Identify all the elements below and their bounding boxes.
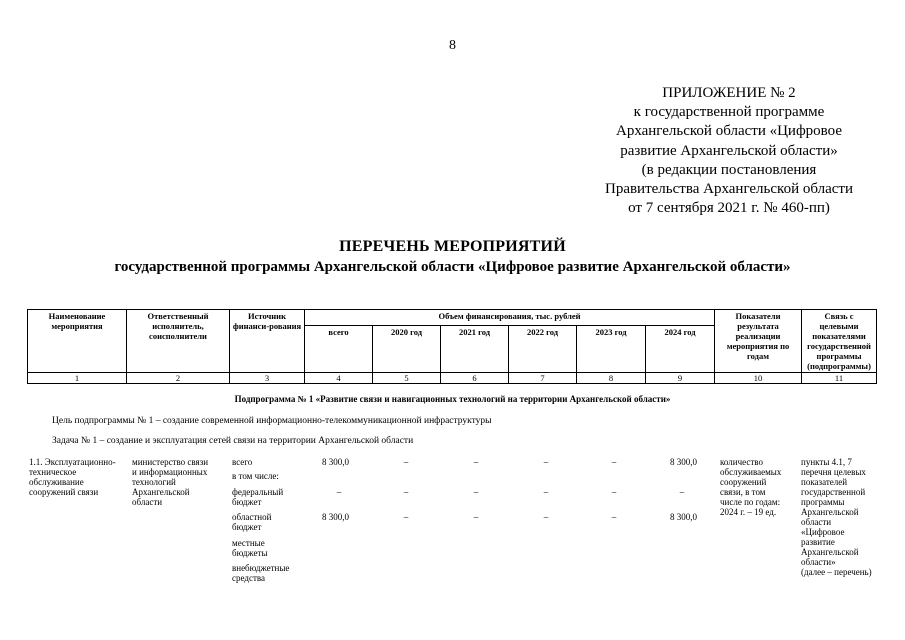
- column-number: 9: [646, 373, 715, 384]
- value-federal-2021: –: [473, 487, 479, 497]
- column-number: 2: [127, 373, 230, 384]
- measure-name-line: 1.1. Эксплуатационно-: [29, 457, 116, 467]
- column-number: 5: [373, 373, 441, 384]
- link-line: развитие: [801, 537, 835, 547]
- source-local: местные: [232, 538, 265, 548]
- value-regional-2022: –: [543, 512, 549, 522]
- executor-line: области: [132, 497, 163, 507]
- indicator-line: сооружений: [720, 477, 767, 487]
- link-line: показателей: [801, 477, 848, 487]
- measure-name-line: техническое: [29, 467, 77, 477]
- value-total-all: 8 300,0: [322, 457, 349, 467]
- header-2020: 2020 год: [373, 326, 441, 373]
- link-line: Архангельской: [801, 507, 859, 517]
- column-number: 11: [802, 373, 877, 384]
- header-volume: Объем финансирования, тыс. рублей: [305, 310, 715, 326]
- appendix-line: развитие Архангельской области»: [620, 142, 838, 159]
- subprogram-task: Задача № 1 – создание и эксплуатация сетей связи на территории Архангельской области: [52, 436, 414, 446]
- source-total: всего: [232, 457, 253, 467]
- link-line: перечня целевых: [801, 467, 866, 477]
- value-total-2022: –: [543, 457, 549, 467]
- column-number: 8: [577, 373, 646, 384]
- measure-link: [801, 457, 891, 577]
- column-number: 10: [715, 373, 802, 384]
- appendix-line: Архангельской области «Цифровое: [615, 123, 842, 140]
- measures-table-header: [27, 309, 877, 384]
- document-title: ПЕРЕЧЕНЬ МЕРОПРИЯТИЙ: [339, 238, 566, 255]
- measure-executor: [132, 457, 232, 507]
- header-2024: 2024 год: [646, 326, 715, 373]
- header-executor: Ответственный исполнитель, соисполнители: [127, 310, 230, 373]
- source-federal: федеральный: [232, 487, 284, 497]
- header-2023: 2023 год: [577, 326, 646, 373]
- source-extra: внебюджетные: [232, 563, 290, 573]
- link-line: «Цифровое: [801, 527, 845, 537]
- column-number: 4: [305, 373, 373, 384]
- indicator-line: 2024 г. – 19 ед.: [720, 507, 777, 517]
- subprogram-heading: Подпрограмма № 1 «Развитие связи и навигационных технологий на территории Архангельской области»: [234, 394, 671, 404]
- value-regional-all: 8 300,0: [322, 512, 349, 522]
- source-including: в том числе:: [232, 471, 279, 481]
- appendix-line: от 7 сентября 2021 г. № 460-пп): [628, 200, 830, 217]
- indicator-line: связи, в том: [720, 487, 766, 497]
- header-link: Связь с целевыми показателями государственной программы (подпрограммы): [802, 310, 877, 373]
- link-line: (далее – перечень): [801, 567, 872, 577]
- measure-indicators: [720, 457, 800, 517]
- appendix-line: к государственной программе: [633, 104, 825, 121]
- header-2022: 2022 год: [509, 326, 577, 373]
- page-number: 8: [449, 38, 456, 53]
- subprogram-goal: Цель подпрограммы № 1 – создание современной информационно-телекоммуникационной инфраструктуры: [52, 416, 492, 426]
- value-regional-2020: –: [403, 512, 409, 522]
- measure-name: [29, 457, 127, 497]
- value-federal-2022: –: [543, 487, 549, 497]
- value-federal-2024: –: [679, 487, 685, 497]
- source-regional-2: бюджет: [232, 522, 262, 532]
- header-total: всего: [305, 326, 373, 373]
- executor-line: министерство связи: [132, 457, 209, 467]
- executor-line: и информационных: [132, 467, 208, 477]
- source-regional: областной: [232, 512, 272, 522]
- value-regional-2023: –: [611, 512, 617, 522]
- value-federal-all: –: [336, 487, 342, 497]
- source-local-2: бюджеты: [232, 548, 268, 558]
- value-regional-2021: –: [473, 512, 479, 522]
- source-federal-2: бюджет: [232, 497, 262, 507]
- source-extra-2: средства: [232, 573, 266, 583]
- executor-line: технологий: [132, 477, 176, 487]
- appendix-block: [584, 84, 874, 218]
- link-line: Архангельской: [801, 547, 859, 557]
- value-federal-2023: –: [611, 487, 617, 497]
- link-line: области: [801, 517, 832, 527]
- measure-name-line: сооружений связи: [29, 487, 99, 497]
- value-total-2021: –: [473, 457, 479, 467]
- executor-line: Архангельской: [132, 487, 190, 497]
- link-line: пункты 4.1, 7: [801, 457, 852, 467]
- indicator-line: обслуживаемых: [720, 467, 782, 477]
- measure-name-line: обслуживание: [29, 477, 84, 487]
- header-2021: 2021 год: [441, 326, 509, 373]
- header-indicators: Показатели результата реализации мероприятия по годам: [715, 310, 802, 373]
- value-total-2020: –: [403, 457, 409, 467]
- column-number: 3: [230, 373, 305, 384]
- appendix-line: ПРИЛОЖЕНИЕ № 2: [662, 85, 796, 101]
- header-name: Наименование мероприятия: [28, 310, 127, 373]
- link-line: программы: [801, 497, 845, 507]
- value-federal-2020: –: [403, 487, 409, 497]
- document-subtitle: государственной программы Архангельской области «Цифровое развитие Архангельской области»: [114, 259, 791, 275]
- indicator-line: количество: [720, 457, 763, 467]
- header-source: Источник финанси-рования: [230, 310, 305, 373]
- column-number: 7: [509, 373, 577, 384]
- appendix-line: (в редакции постановления: [641, 161, 817, 178]
- column-number: 6: [441, 373, 509, 384]
- value-total-2023: –: [611, 457, 617, 467]
- appendix-line: Правительства Архангельской области: [604, 181, 853, 198]
- link-line: государственной: [801, 487, 866, 497]
- value-total-2024: 8 300,0: [670, 457, 697, 467]
- link-line: области»: [801, 557, 836, 567]
- indicator-line: числе по годам:: [720, 497, 781, 507]
- column-number: 1: [28, 373, 127, 384]
- value-regional-2024: 8 300,0: [670, 512, 697, 522]
